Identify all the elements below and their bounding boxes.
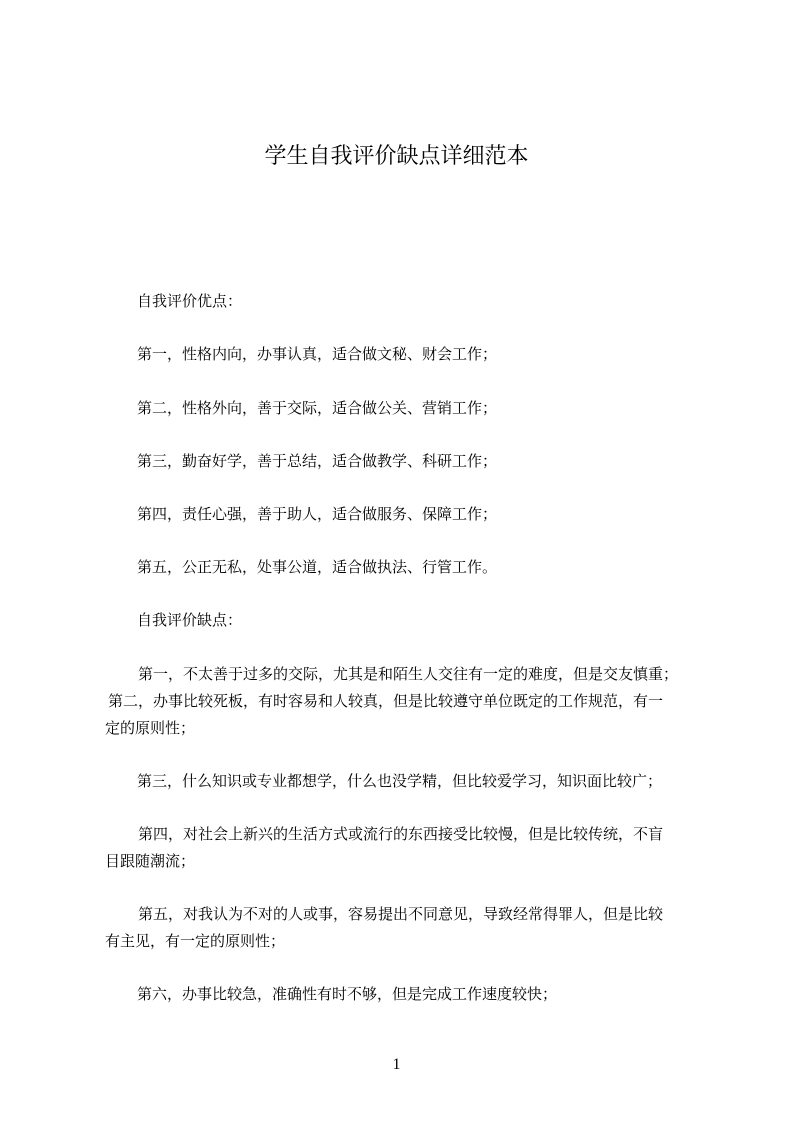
strengths-heading: 自我评价优点：	[137, 292, 243, 310]
document-title: 学生自我评价缺点详细范本	[264, 144, 529, 169]
weaknesses-heading: 自我评价缺点：	[137, 611, 243, 629]
weakness-line: 第一，不太善于过多的交际，尤其是和陌生人交往有一定的难度，但是交友慎重；	[138, 665, 679, 683]
strength-item: 第四，责任心强，善于助人，适合做服务、保障工作；	[137, 505, 498, 523]
weakness-line: 第六，办事比较急，准确性有时不够，但是完成工作速度较快；	[137, 985, 558, 1003]
strength-item: 第二，性格外向，善于交际，适合做公关、营销工作；	[137, 399, 498, 417]
weakness-line: 第三，什么知识或专业都想学，什么也没学精，但比较爱学习，知识面比较广；	[137, 772, 663, 790]
page-number: 1	[392, 1056, 401, 1073]
weakness-line: 第二，办事比较死板，有时容易和人较真，但是比较遵守单位既定的工作规范，有一	[108, 692, 664, 710]
strength-item: 第五，公正无私，处事公道，适合做执法、行管工作。	[137, 558, 498, 576]
weakness-line: 第四，对社会上新兴的生活方式或流行的东西接受比较慢，但是比较传统，不盲	[138, 825, 664, 843]
weakness-line: 有主见，有一定的原则性；	[105, 932, 286, 950]
weakness-line: 第五，对我认为不对的人或事，容易提出不同意见，导致经常得罪人，但是比较	[138, 905, 664, 923]
weakness-line: 目跟随潮流；	[105, 852, 196, 870]
weakness-line: 定的原则性；	[105, 719, 196, 737]
strength-item: 第一，性格内向，办事认真，适合做文秘、财会工作；	[137, 345, 498, 363]
strength-item: 第三，勤奋好学，善于总结，适合做教学、科研工作；	[137, 452, 498, 470]
